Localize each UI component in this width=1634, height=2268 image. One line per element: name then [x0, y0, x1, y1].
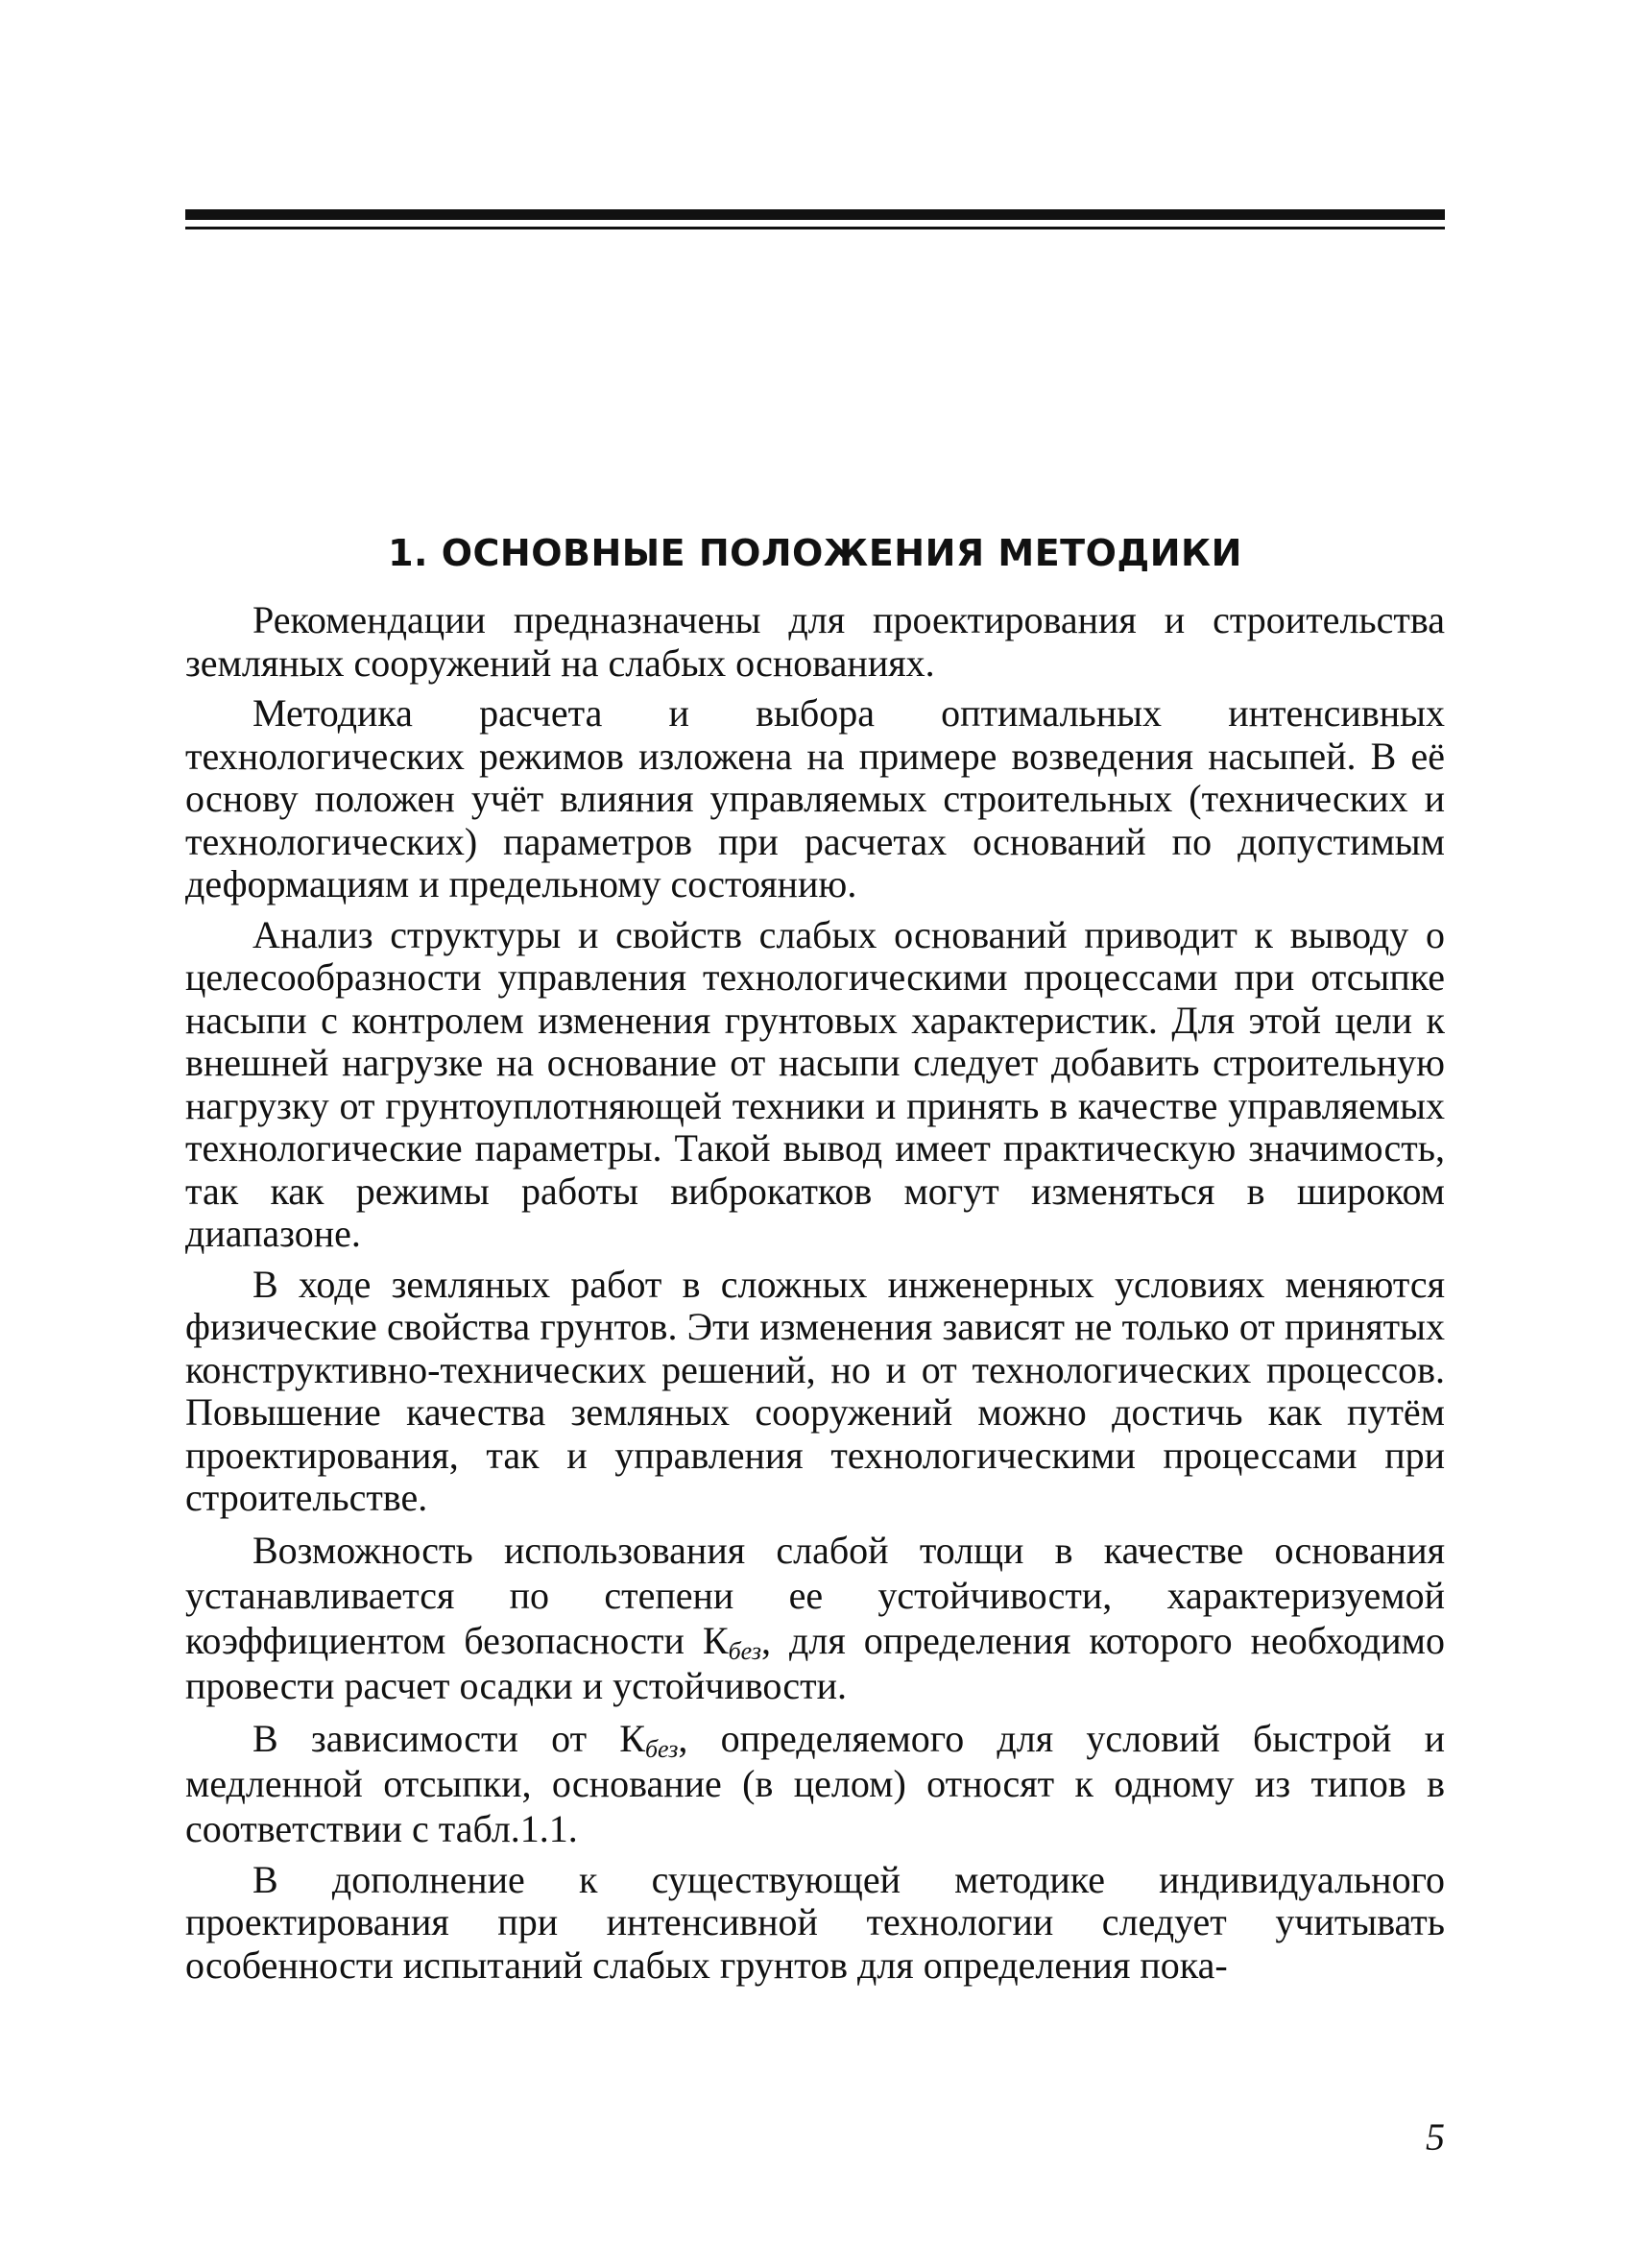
paragraph-safety-factor	[185, 1528, 1445, 1708]
header-rule-thin	[185, 227, 1445, 229]
page-number: 5	[1426, 2115, 1445, 2159]
paragraph-foundation-types	[185, 1716, 1445, 1851]
header-rule-thick	[185, 209, 1445, 220]
body-text	[185, 599, 1445, 1994]
paragraph: Анализ структуры и свойств слабых оснований приводит к выводу о целесообразности управления технологическими процессами при отсыпке насыпи с контролем изменения грунтовых характеристик. Для этой цели к внешней нагрузке на основание от насыпи следует добавить строительную нагрузку от грунтоуплотняющей техники и принять в качестве управляемых технологические параметры. Такой вывод имеет практическую значимость, так как режимы работы виброкатков могут изменяться в широком диапазоне.	[185, 912, 1445, 1255]
paragraph-text: , определяемого для условий быстрой и медленной отсыпки, основание (в целом) относят к одному из типов в соответствии с табл.1.1.	[185, 1716, 1445, 1850]
paragraph-text: , для определения которого необходимо провести расчет осадки и устойчивости.	[185, 1618, 1445, 1707]
paragraph: В ходе земляных работ в сложных инженерных условиях меняются физические свойства грунтов. Эти изменения зависят не только от принятых конструктивно-технических решений, но и от технологических процессов. Повышение качества земляных сооружений можно достичь как путём проектирования, так и управления технологическими процессами при строительстве.	[185, 1262, 1445, 1519]
paragraph: В дополнение к существующей методике индивидуального проектирования при интенсивной технологии следует учитывать особенности испытаний слабых грунтов для определения пока-	[185, 1857, 1445, 1987]
paragraph: Методика расчета и выбора оптимальных интенсивных технологических режимов изложена на примере возведения насыпей. В её основу положен учёт влияния управляемых строительных (технических и технологических) параметров при расчетах оснований по допустимым деформациям и предельному состоянию.	[185, 691, 1445, 905]
subscript: без	[644, 1734, 679, 1763]
chapter-title: 1. ОСНОВНЫЕ ПОЛОЖЕНИЯ МЕТОДИКИ	[388, 532, 1242, 574]
paragraph: Рекомендации предназначены для проектирования и строительства земляных сооружений на слабых основаниях.	[185, 598, 1445, 685]
subscript: без	[728, 1636, 761, 1665]
paragraph-text: В зависимости от К	[252, 1716, 645, 1760]
paragraph-text: Возможность использования слабой толщи в качестве основания устанавливается по степени ее устойчивости, характеризуемой коэффициентом безопасности К	[185, 1528, 1445, 1662]
